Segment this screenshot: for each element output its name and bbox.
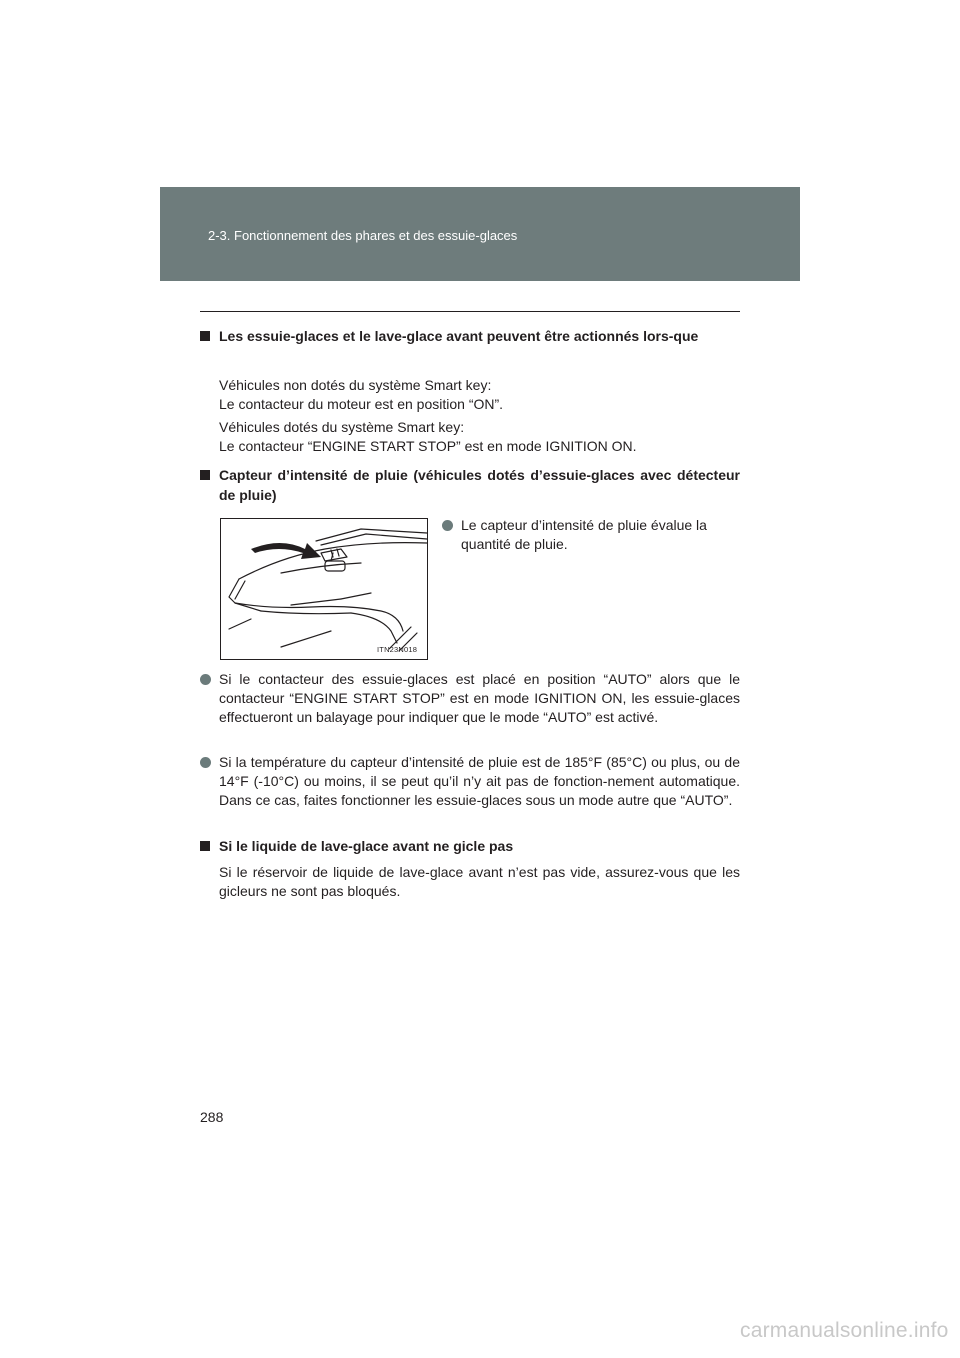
paragraph-line: Véhicules non dotés du système Smart key:: [219, 377, 492, 393]
horizontal-rule: [200, 311, 740, 312]
bullet-dot-icon: [200, 674, 211, 685]
paragraph-no-smart-key: [219, 376, 740, 414]
bullet-rain-sensor: Le capteur d’intensité de pluie évalue la quantité de pluie.: [442, 516, 740, 554]
watermark-text: carmanualsonline.info: [740, 1319, 949, 1342]
bullet-temperature: Si la température du capteur d’intensité de pluie est de 185°F (85°C) ou plus, ou de 14°F (-10°C) ou moins, il se peut qu’il n’y ait pas de fonction-nement automatique. Dans ce cas, faites fonctionner les essuie-glaces sous un mode autre que “AUTO”.: [200, 753, 740, 810]
bullet-dot-icon: [442, 520, 453, 531]
section-title: 2-3. Fonctionnement des phares et des essuie-glaces: [208, 228, 518, 243]
paragraph-line: Le contacteur “ENGINE START STOP” est en mode IGNITION ON.: [219, 438, 637, 454]
bullet-dot-icon: [200, 757, 211, 768]
paragraph-line: Le contacteur du moteur est en position “ON”.: [219, 396, 504, 412]
bullet-auto-mode: Si le contacteur des essuie-glaces est placé en position “AUTO” alors que le contacteur “ENGINE START STOP” est en mode IGNITION ON, les essuie-glaces effectueront un balayage pour indiquer que le mode “AUTO” est activé.: [200, 670, 740, 727]
page-number: 288: [200, 1109, 224, 1125]
square-bullet-icon: [200, 841, 210, 851]
section-heading-operation: Les essuie-glaces et le lave-glace avant peuvent être actionnés lors-que: [200, 326, 740, 346]
windshield-drawing: [221, 519, 427, 659]
paragraph-washer-fluid: Si le réservoir de liquide de lave-glace avant n’est pas vide, assurez-vous que les gicleurs ne sont pas bloqués.: [219, 864, 740, 899]
square-bullet-icon: [200, 331, 210, 341]
section-heading-washer-fluid: Si le liquide de lave-glace avant ne gicle pas: [200, 836, 740, 856]
paragraph-smart-key: [219, 418, 740, 456]
windshield-rain-sensor-illustration: [220, 518, 428, 660]
figure-code: ITN23N018: [377, 645, 418, 654]
paragraph-line: Véhicules dotés du système Smart key:: [219, 419, 465, 435]
section-heading-rain-sensor: Capteur d’intensité de pluie (véhicules dotés d’essuie-glaces avec détecteur de pluie): [200, 465, 740, 505]
square-bullet-icon: [200, 470, 210, 480]
